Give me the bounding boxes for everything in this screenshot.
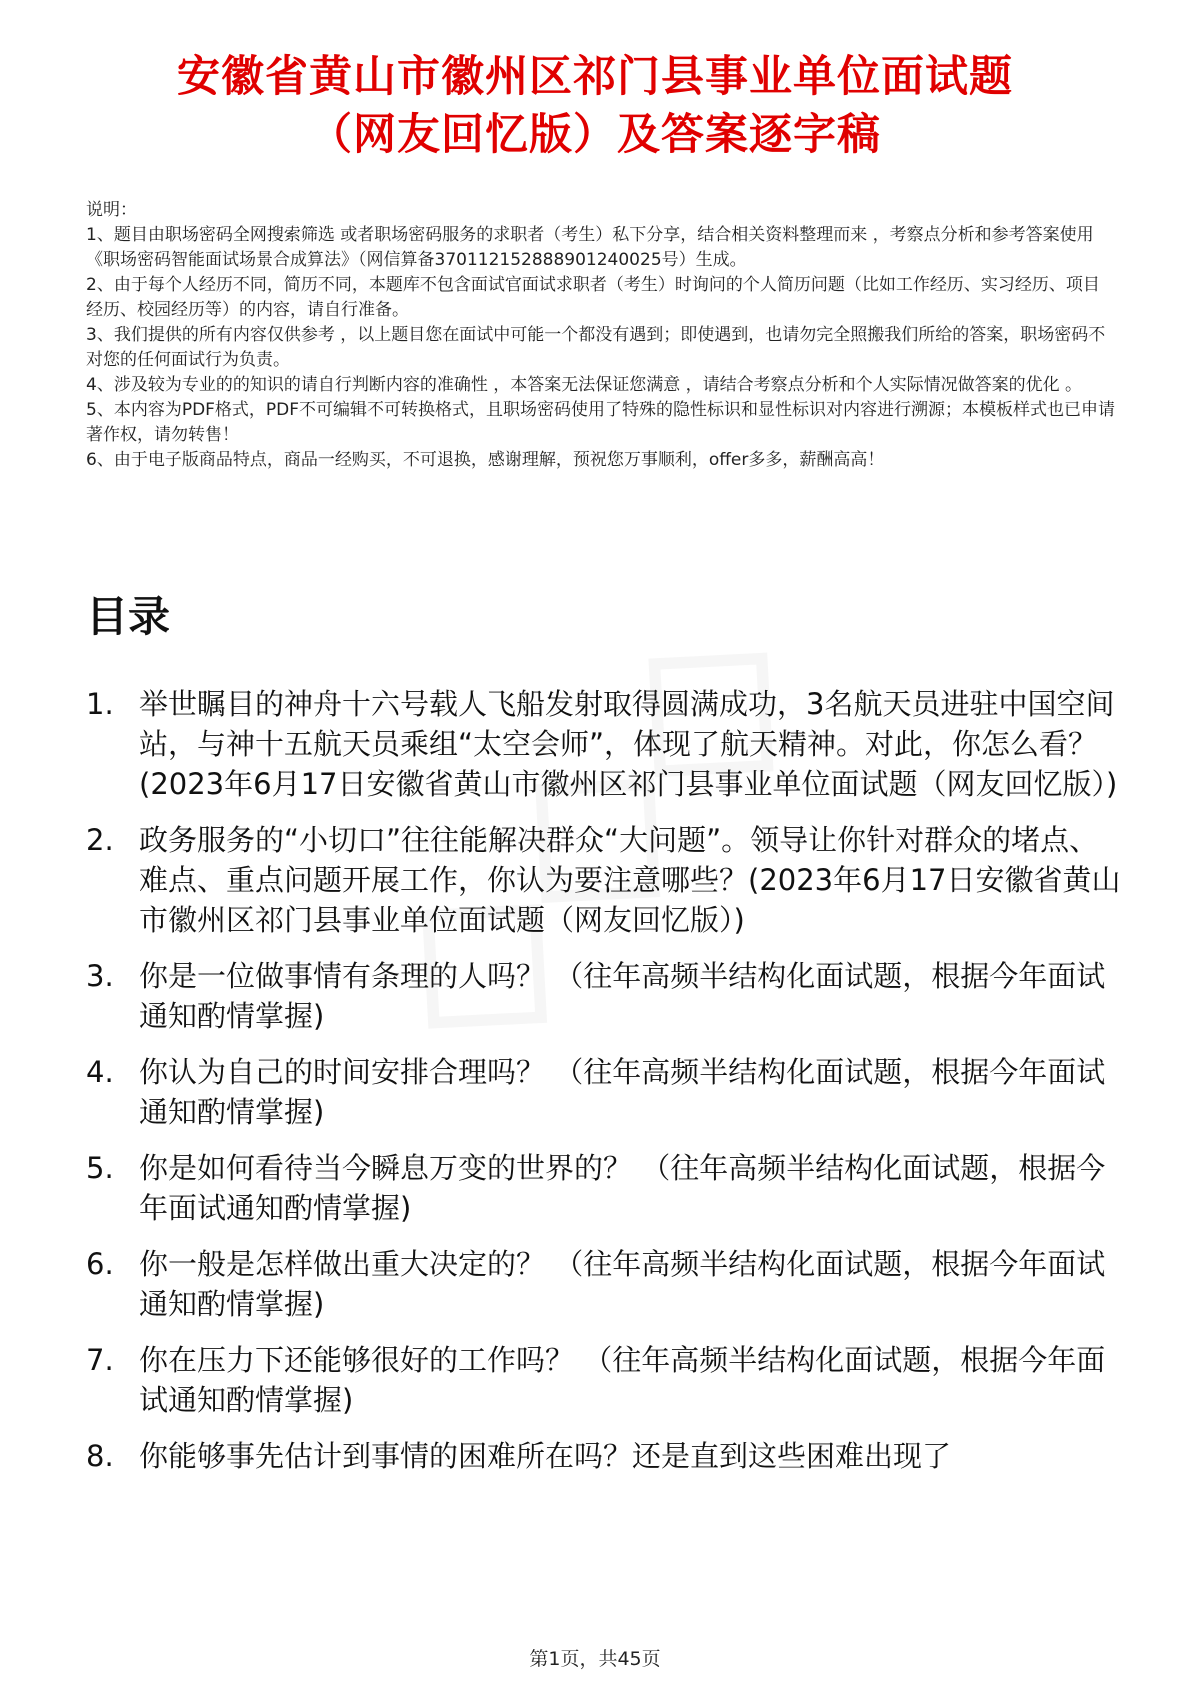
toc-item[interactable] [86,956,1126,1036]
toc-item-number: 6. [86,1247,114,1281]
toc-item-text: 政务服务的“小切口”往往能解决群众“大问题”。领导让你针对群众的堵点、难点、重点问题开展工作，你认为要注意哪些？(2023年6月17日安徽省黄山市徽州区祁门县事业单位面试题（网友回忆版）) [139,823,1121,937]
note-item: 2、由于每个人经历不同，简历不同，本题库不包含面试官面试求职者（考生）时询问的个人简历问题（比如工作经历、实习经历、项目经历、校园经历等）的内容，请自行准备。 [86,275,1100,320]
toc-item[interactable] [86,1052,1126,1132]
toc-item-number: 3. [86,959,114,993]
toc-item-text: 你是一位做事情有条理的人吗？ （往年高频半结构化面试题，根据今年面试通知酌情掌握) [139,959,1106,1033]
note-item: 3、我们提供的所有内容仅供参考 ，以上题目您在面试中可能一个都没有遇到；即使遇到，也请勿完全照搬我们所给的答案，职场密码不对您的任何面试行为负责。 [86,325,1106,370]
toc-item[interactable] [86,1436,1126,1476]
toc-item[interactable] [86,1244,1126,1324]
toc-list [86,684,1126,1492]
toc-item-number: 2. [86,823,114,857]
toc-item-text: 你是如何看待当今瞬息万变的世界的？ （往年高频半结构化面试题，根据今年面试通知酌情掌握) [139,1151,1106,1225]
note-item: 5、本内容为PDF格式，PDF不可编辑不可转换格式，且职场密码使用了特殊的隐性标识和显性标识对内容进行溯源；本模板样式也已申请著作权，请勿转售！ [86,400,1116,445]
toc-item-text: 你能够事先估计到事情的困难所在吗？还是直到这些困难出现了 [139,1439,952,1473]
note-item: 6、由于电子版商品特点，商品一经购买，不可退换，感谢理解，预祝您万事顺利，offer多多，薪酬高高！ [86,450,885,470]
page-footer: 第1页，共45页 [529,1648,661,1670]
document-title [0,48,1190,164]
toc-item-text: 你认为自己的时间安排合理吗？ （往年高频半结构化面试题，根据今年面试通知酌情掌握) [139,1055,1106,1129]
toc-item-text: 举世瞩目的神舟十六号载人飞船发射取得圆满成功，3名航天员进驻中国空间站，与神十五航天员乘组“太空会师”，体现了航天精神。对此，你怎么看？(2023年6月17日安徽省黄山市徽州区祁门县事业单位面试题（网友回忆版）) [139,687,1118,801]
toc-item-text: 你一般是怎样做出重大决定的？ （往年高频半结构化面试题，根据今年面试通知酌情掌握) [139,1247,1106,1321]
toc-item-text: 你在压力下还能够很好的工作吗？ （往年高频半结构化面试题，根据今年面试通知酌情掌握) [139,1343,1106,1417]
note-item: 1、题目由职场密码全网搜索筛选 或者职场密码服务的求职者（考生）私下分享，结合相关资料整理而来 ，考察点分析和参考答案使用《职场密码智能面试场景合成算法》（网信算备370112152888901240025号）生成。 [86,225,1094,270]
toc-item-number: 5. [86,1151,114,1185]
notes-heading: 说明： [86,200,137,220]
note-item: 4、涉及较为专业的的知识的请自行判断内容的准确性 ，本答案无法保证您满意 ，请结合考察点分析和个人实际情况做答案的优化 。 [86,375,1083,395]
toc-item[interactable] [86,820,1126,940]
toc-item[interactable] [86,684,1126,804]
toc-item-number: 8. [86,1439,114,1473]
toc-item-number: 7. [86,1343,114,1377]
toc-heading: 目录 [86,592,171,641]
toc-item[interactable] [86,1340,1126,1420]
toc-item-number: 1. [86,687,114,721]
toc-item[interactable] [86,1148,1126,1228]
notes-section [86,198,1116,473]
title-line-1: 安徽省黄山市徽州区祁门县事业单位面试题 [177,52,1013,102]
toc-item-number: 4. [86,1055,114,1089]
title-line-2: （网友回忆版）及答案逐字稿 [309,110,881,160]
